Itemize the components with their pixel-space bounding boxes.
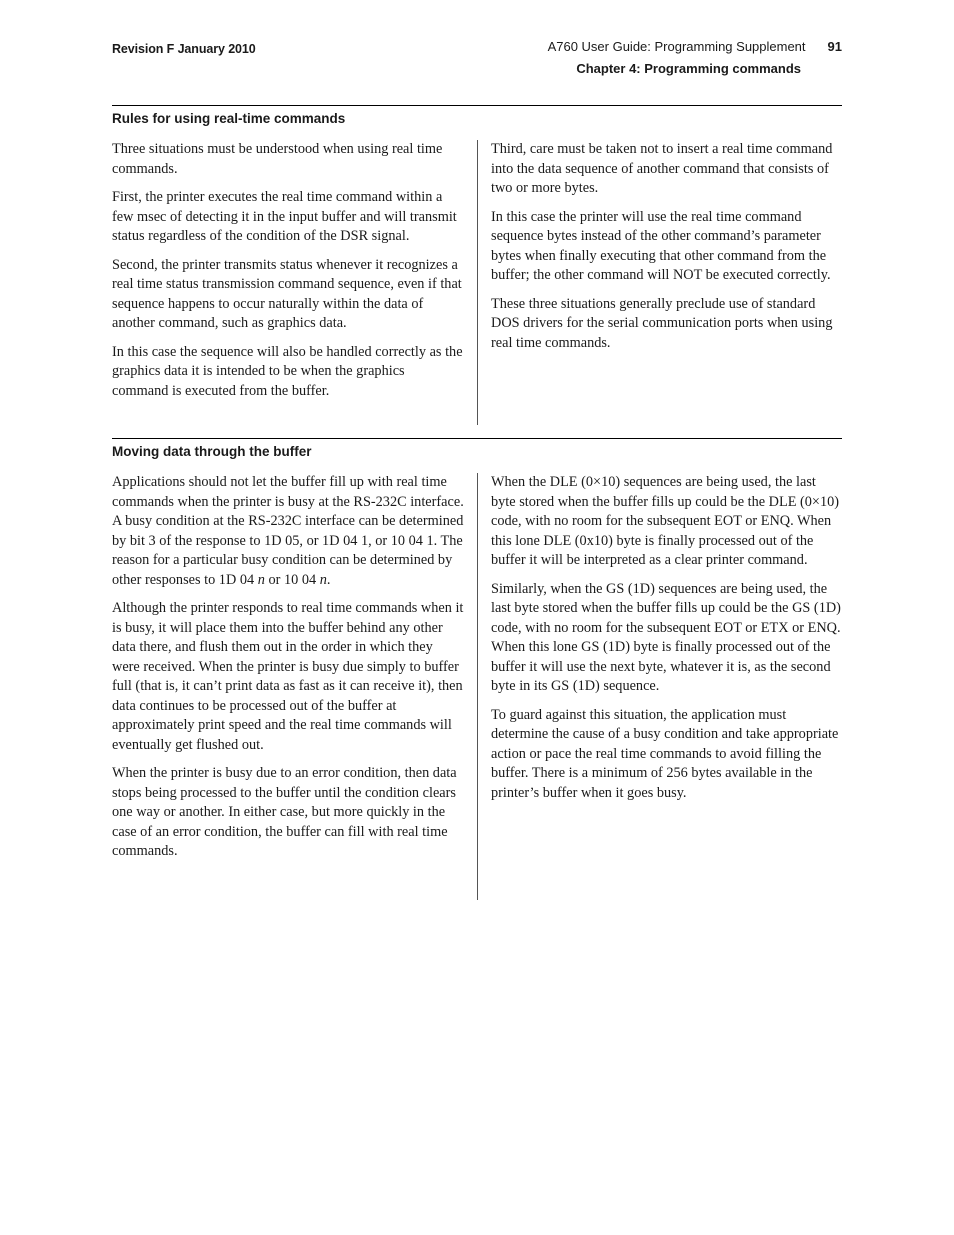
section-title: Rules for using real-time commands	[112, 111, 346, 126]
paragraph: Similarly, when the GS (1D) sequences are being used, the last byte stored when the buffer fills up could be the GS (1D) code, with no room for the subsequent EOT or ETX or ENQ. When this lone GS (1D) byte is finally processed out of the buffer it will use the next byte, whatever it is, as the second byte in its GS (1D) sequence.	[491, 580, 841, 694]
paragraph: Second, the printer transmits status whenever it recognizes a real time status transmission command sequence, even if that sequence happens to occur naturally within the data of another command, such as graphics data.	[112, 256, 462, 331]
paragraph: Third, care must be taken not to insert a real time command into the data sequence of another command that consists of two or more bytes.	[491, 141, 833, 196]
column-divider	[477, 473, 478, 900]
paragraph: When the printer is busy due to an error condition, then data stops being processed to the buffer until the condition clears one way or another. In either case, but more quickly in the case of an error condition, the buffer can fill with real time commands.	[112, 765, 457, 859]
paragraph: Although the printer responds to real time commands when it is busy, it will place them into the buffer behind any other data there, and flush them out in the order in which they were received. When the printer is busy due simply to buffer full (that is, it can’t print data as fast as it can receive it), then data continues to be processed out of the buffer at approximately print speed and the real time commands will eventually get flushed out.	[112, 600, 464, 753]
section-rule	[112, 438, 842, 439]
paragraph-text: or 10 04	[264, 571, 320, 588]
right-column	[491, 473, 843, 812]
chapter-title: Chapter 4: Programming commands	[576, 61, 801, 76]
section-title: Moving data through the buffer	[112, 444, 312, 459]
paragraph: First, the printer executes the real time command within a few msec of detecting it in the input buffer and will transmit status regardless of the condition of the DSR signal.	[112, 189, 457, 244]
variable-n: n	[257, 571, 265, 588]
two-column-body	[112, 140, 842, 445]
variable-n: n	[319, 571, 327, 588]
section-rule	[112, 105, 842, 106]
right-column	[491, 140, 843, 362]
section-moving-data	[112, 438, 842, 903]
paragraph: Three situations must be understood when using real time commands.	[112, 141, 443, 177]
left-column	[112, 473, 464, 871]
paragraph: To guard against this situation, the application must determine the cause of a busy condition and take appropriate action or pace the real time commands to avoid filling the buffer. There is a minimum of 256 bytes available in the printer’s buffer when it goes busy.	[491, 706, 839, 801]
two-column-body	[112, 473, 842, 903]
paragraph: These three situations generally preclude use of standard DOS drivers for the serial communication ports when using real time commands.	[491, 295, 833, 351]
guide-title: A760 User Guide: Programming Supplement	[547, 39, 806, 54]
paragraph	[112, 473, 464, 590]
page-number: 91	[827, 39, 842, 54]
paragraph-text: Applications should not let the buffer fill up with real time commands when the printer is busy at the RS-232C interface. A busy condition at the RS-232C interface can be determined by bit 3 of the response to 1D 05, or 1D 04 1, or 10 04 1. The reason for a particular busy condition can be determined by other responses to 1D 04	[112, 474, 464, 588]
section-real-time-rules	[112, 105, 842, 445]
running-header	[548, 39, 842, 54]
column-divider	[477, 140, 478, 425]
left-column	[112, 140, 464, 410]
paragraph: In this case the sequence will also be handled correctly as the graphics data it is intended to be when the graphics command is executed from the buffer.	[112, 343, 463, 399]
paragraph-text: .	[326, 571, 331, 588]
revision-label: Revision F January 2010	[112, 42, 256, 56]
paragraph: In this case the printer will use the real time command sequence bytes instead of the other command’s parameter bytes when finally executing that other command from the buffer; the other command will NOT be executed correctly.	[491, 208, 831, 283]
paragraph: When the DLE (0×10) sequences are being used, the last byte stored when the buffer fills up could be the DLE (0×10) code, with no room for the subsequent EOT or ENQ. When this lone DLE (0x10) byte is finally processed out of the buffer it will be interpreted as a clear printer command.	[491, 474, 840, 568]
